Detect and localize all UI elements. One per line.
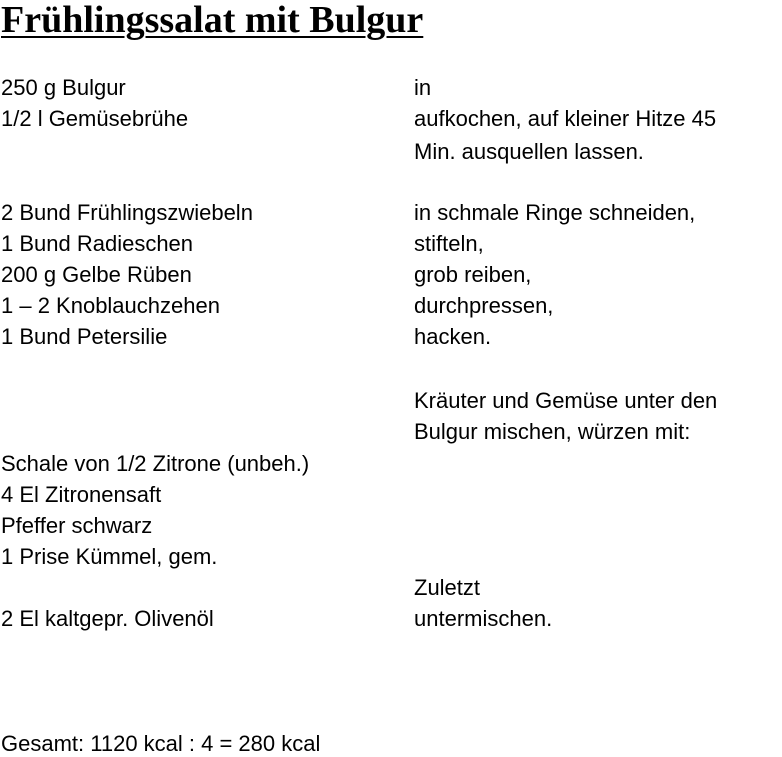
ingredient-kuemmel: 1 Prise Kümmel, gem. [1, 544, 218, 569]
ingredient-gemuesebruehe: 1/2 l Gemüsebrühe [1, 106, 189, 131]
ingredient-petersilie: 1 Bund Petersilie [1, 324, 168, 349]
ingredient-gelbe-rueben: 200 g Gelbe Rüben [1, 262, 192, 287]
ingredient-fruehlingszwiebeln: 2 Bund Frühlingszwiebeln [1, 200, 253, 225]
ingredient-olivenoel: 2 El kaltgepr. Olivenöl [1, 606, 214, 631]
ingredient-knoblauchzehen: 1 – 2 Knoblauchzehen [1, 293, 220, 318]
instruction-text: stifteln, [414, 231, 484, 256]
total-calories: Gesamt: 1120 kcal : 4 = 280 kcal [1, 731, 321, 756]
instruction-text: durchpressen, [414, 293, 554, 318]
instruction-text: Kräuter und Gemüse unter den [414, 388, 718, 413]
instruction-text: Min. ausquellen lassen. [414, 139, 644, 164]
ingredient-zitronensaft: 4 El Zitronensaft [1, 482, 162, 507]
ingredient-pfeffer: Pfeffer schwarz [1, 513, 153, 538]
recipe-title: Frühlingssalat mit Bulgur [1, 0, 424, 41]
instruction-text: in schmale Ringe schneiden, [414, 200, 696, 225]
instruction-text: Zuletzt [414, 575, 481, 600]
ingredient-radieschen: 1 Bund Radieschen [1, 231, 194, 256]
ingredient-zitronenschale: Schale von 1/2 Zitrone (unbeh.) [1, 451, 310, 476]
instruction-text: aufkochen, auf kleiner Hitze 45 [414, 106, 717, 131]
instruction-text: untermischen. [414, 606, 553, 631]
instruction-text: Bulgur mischen, würzen mit: [414, 419, 691, 444]
instruction-text: grob reiben, [414, 262, 532, 287]
ingredient-bulgur: 250 g Bulgur [1, 75, 126, 100]
instruction-text: hacken. [414, 324, 492, 349]
instruction-text: in [414, 75, 432, 100]
